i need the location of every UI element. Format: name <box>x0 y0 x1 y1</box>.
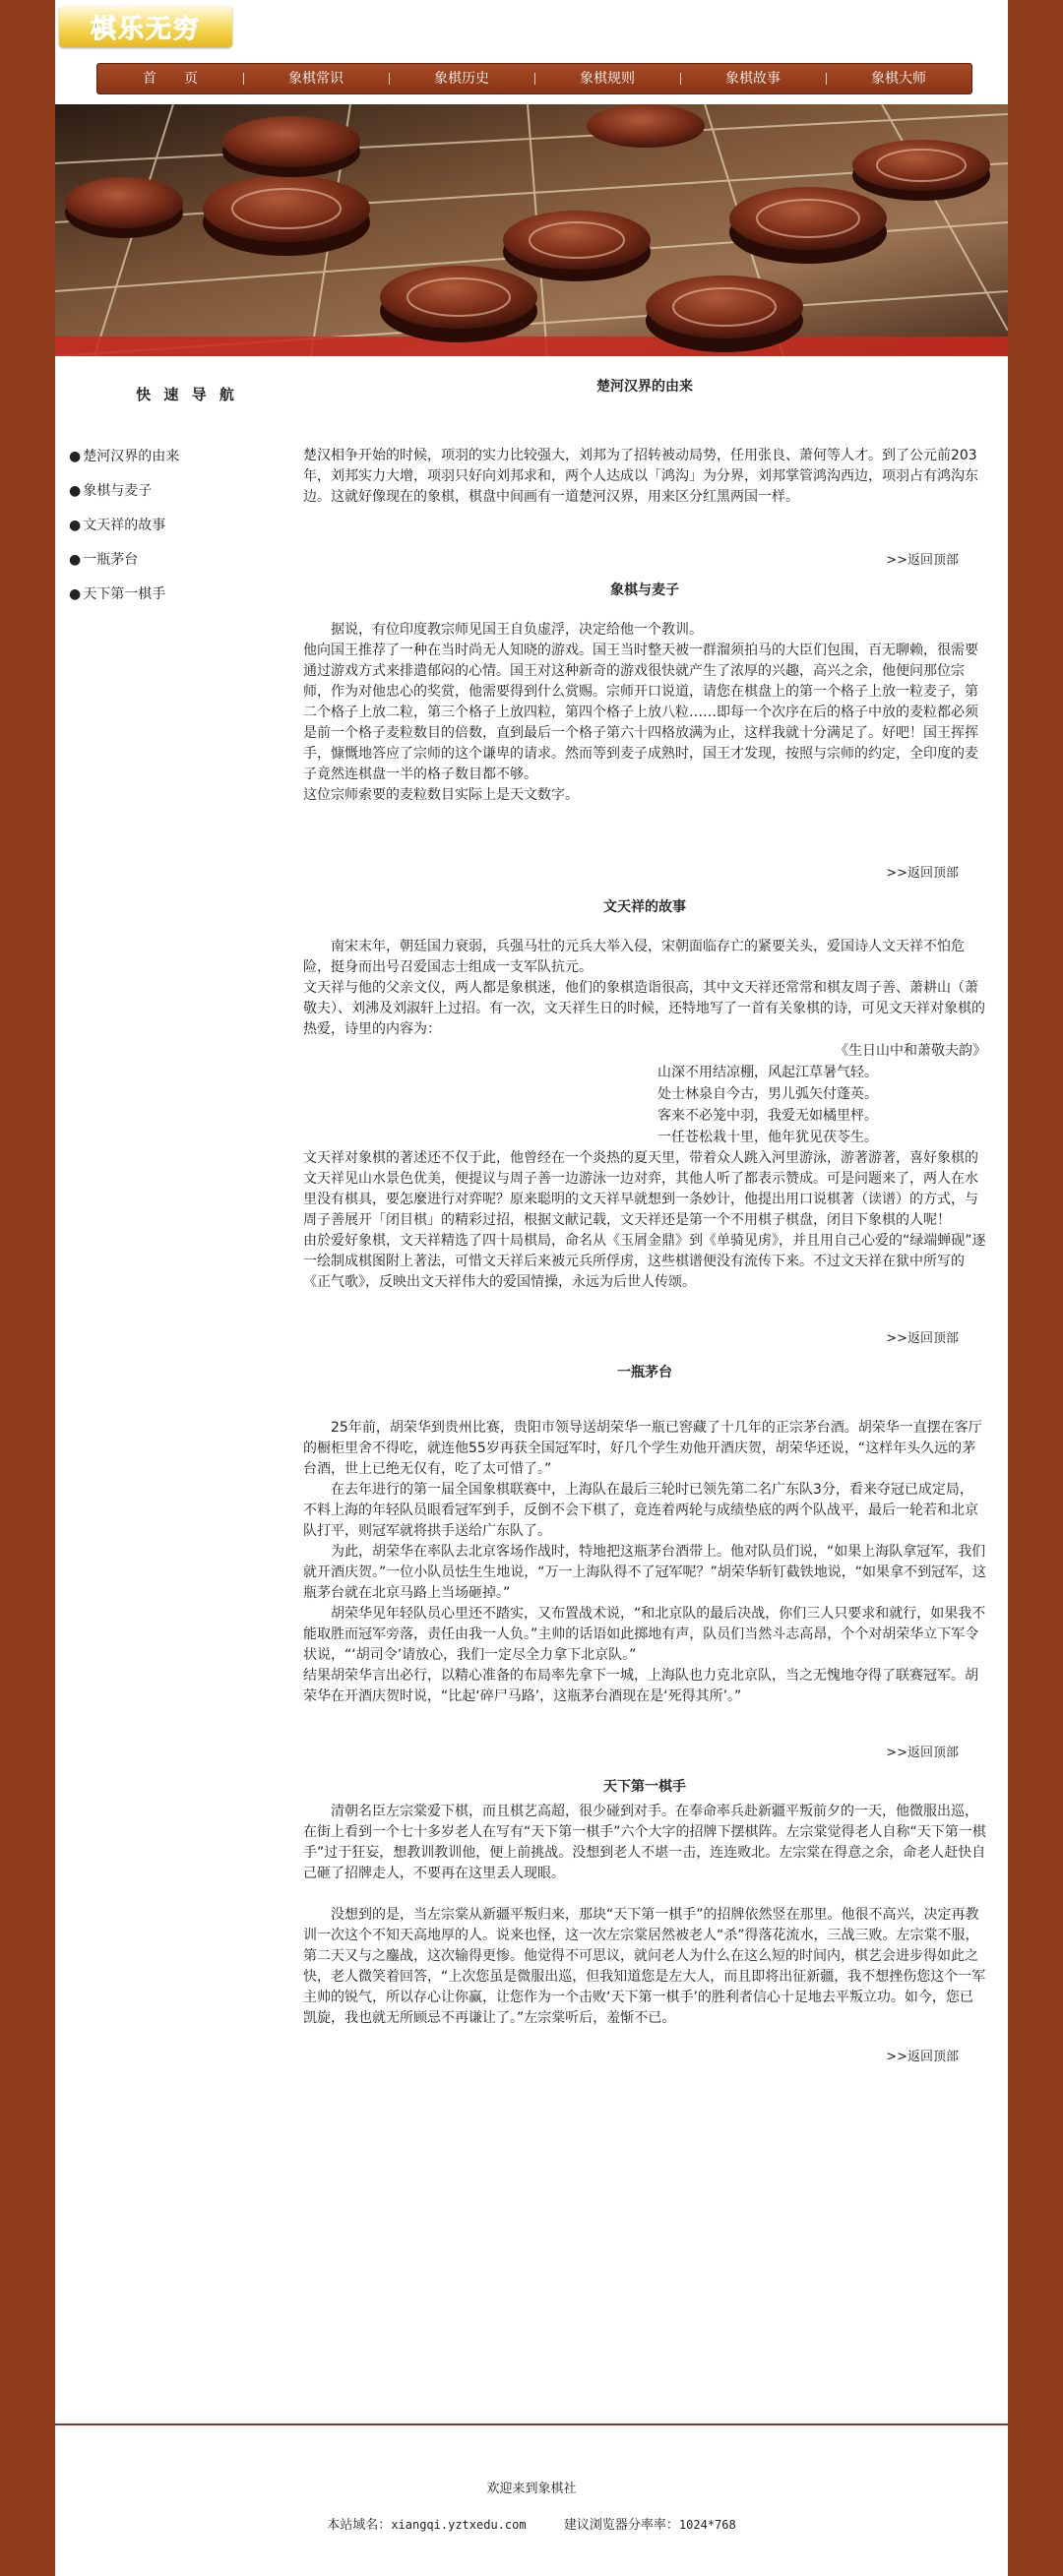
article-paragraph <box>303 1884 986 1905</box>
article-maotai <box>303 1363 986 1763</box>
article-paragraph: 清朝名臣左宗棠爱下棋，而且棋艺高超，很少碰到对手。在奉命率兵赴新疆平叛前夕的一天，他微服出巡，在街上看到一个七十多岁老人在写有“天下第一棋手”六个大字的招牌下摆棋阵。左宗棠觉得老人自称“天下第一棋手”过于狂妄，想教训教训他，便上前挑战。没想到老人不堪一击，连连败北。左宗棠在得意之余，命老人赶快自己砸了招牌走人，不要再在这里丢人现眼。 <box>303 1804 986 1881</box>
chessboard-illustration <box>55 104 1008 356</box>
sidebar-title: 快 速 导 航 <box>136 386 238 403</box>
article-title: 天下第一棋手 <box>603 1779 686 1795</box>
article-paragraph: 文天祥与他的父亲文仪，两人都是象棋迷，他们的象棋造诣很高，其中文天祥还常常和棋友周子善、萧耕山（萧敬夫）、刘沸及刘淑轩上过招。有一次，文天祥生日的时候，还特地写了一首有关象棋的诗，可见文天祥对象棋的热爱，诗里的内容为： <box>303 980 985 1037</box>
sidebar-link-maotai[interactable]: ● 一瓶茅台 <box>69 543 305 578</box>
sidebar-link-wheat[interactable]: ● 象棋与麦子 <box>69 474 305 509</box>
article-first-player <box>303 1777 986 2067</box>
sidebar-link-first-player[interactable]: ● 天下第一棋手 <box>69 578 305 612</box>
poem-title: 《生日山中和萧敬夫韵》 <box>835 1043 986 1059</box>
logo-char: 乐 <box>117 14 146 44</box>
footer-resolution-value: 1024*768 <box>678 2518 736 2532</box>
quick-nav-sidebar <box>69 384 305 612</box>
sidebar-link-wentianxiang[interactable]: ● 文天祥的故事 <box>69 509 305 543</box>
footer-divider <box>55 2423 1008 2425</box>
article-wheat <box>303 581 986 884</box>
footer-site-label: 本站域名： <box>327 2518 392 2533</box>
logo-char: 棋 <box>90 14 118 44</box>
logo-char: 无 <box>146 14 174 44</box>
nav-item-basics[interactable]: 象棋常识 <box>243 64 389 93</box>
nav-item-home[interactable]: 首 页 <box>143 71 198 87</box>
article-paragraph: 没想到的是，当左宗棠从新疆平叛归来，那块“天下第一棋手”的招牌依然竖在那里。他很不高兴，决定再教训一次这个不知天高地厚的人。说来也怪，这一次左宗棠居然被老人“杀”得落花流水，三战三败。左宗棠不服，第二天又与之鏖战，这次输得更惨。他觉得不可思议，就问老人为什么在这么短的时间内，棋艺会进步得如此之快，老人微笑着回答，“上次您虽是微服出巡，但我知道您是左大人，而且即将出征新疆，我不想挫伤您这个一军主帅的锐气，所以存心让你赢，让您作为一个击败‘天下第一棋手’的胜利者信心十足地去平叛立功。如今，您已凯旋，我也就无所顾忌不再谦让了。”左宗棠听后，羞惭不已。 <box>303 1907 986 2026</box>
article-title: 象棋与麦子 <box>610 583 679 598</box>
nav-item-stories[interactable]: 象棋故事 <box>680 64 826 93</box>
article-paragraph: 楚汉相争开始的时候，项羽的实力比较强大，刘邦为了招转被动局势，任用张良、萧何等人才。到了公元前203年，刘邦实力大增，项羽只好向刘邦求和，两个人达成以「鸿沟」为分界，刘邦掌管鸿沟西边，项羽占有鸿沟东边。这就好像现在的象棋，棋盘中间画有一道楚河汉界，用来区分红黑两国一样。 <box>303 448 978 505</box>
article-title: 一瓶茅台 <box>617 1365 672 1380</box>
back-to-top-link[interactable]: >>返回顶部 <box>886 1331 959 1346</box>
nav-item-masters[interactable]: 象棋大师 <box>826 64 971 93</box>
nav-item-rules[interactable]: 象棋规则 <box>534 64 680 93</box>
poem-line: 处士林泉自今古，男儿弧矢付蓬英。 <box>657 1086 878 1102</box>
footer-welcome: 欢迎来到象棋社 <box>486 2482 577 2496</box>
site-logo[interactable] <box>59 6 232 47</box>
article-chuhe <box>303 377 986 571</box>
chess-banner-image <box>55 104 1008 356</box>
poem-line: 一任苍松栽十里，他年犹见茯苓生。 <box>657 1130 878 1145</box>
main-content <box>303 377 986 2067</box>
logo-char: 穷 <box>173 14 202 44</box>
article-paragraph: 他向国王推荐了一种在当时尚无人知晓的游戏。国王当时整天被一群溜须拍马的大臣们包围，百无聊赖，很需要通过游戏方式来排遣郁闷的心情。国王对这种新奇的游戏很快就产生了浓厚的兴趣，高兴之余，他便问那位宗师，作为对他忠心的奖赏，他需要得到什么赏赐。宗师开口说道，请您在棋盘上的第一个格子上放一粒麦子，第二个格子上放二粒，第三个格子上放四粒，第四个格子上放八粒……即每一个次序在后的格子中放的麦粒都必须是前一个格子麦粒数目的倍数，直到最后一个格子第六十四格放满为止，这样我就十分满足了。好吧！国王挥挥手，慷慨地答应了宗师的这个谦卑的请求。然而等到麦子成熟时，国王才发现，按照与宗师的约定，全印度的麦子竟然连棋盘一半的格子数目都不够。 <box>303 643 978 782</box>
main-nav <box>96 63 972 94</box>
footer-resolution-label: 建议浏览器分率率： <box>563 2518 679 2533</box>
article-paragraph: 胡荣华见年轻队员心里还不踏实，又布置战术说，“和北京队的最后决战，你们三人只要求和就行，如果我不能取胜而冠军旁落，责任由我一人负。”主帅的话语如此掷地有声，队员们当然斗志高昂，个个对胡荣华立下军令状说，“‘胡司令’请放心，我们一定尽全力拿下北京队。” <box>303 1606 986 1663</box>
article-paragraph: 25年前，胡荣华到贵州比赛，贵阳市领导送胡荣华一瓶已窖藏了十几年的正宗茅台酒。胡荣华一直摆在客厅的橱柜里舍不得吃，就连他55岁再获全国冠军时，好几个学生劝他开酒庆贺，胡荣华还说，“这样年头久远的茅台酒，世上已绝无仅有，吃了太可惜了。” <box>303 1420 982 1477</box>
poem-line: 客来不必笼中羽，我爱无如橘里枰。 <box>657 1108 878 1124</box>
poem-block <box>303 1040 986 1148</box>
article-paragraph: 结果胡荣华言出必行，以精心准备的布局率先拿下一城，上海队也力克北京队，当之无愧地夺得了联赛冠军。胡荣华在开酒庆贺时说，“比起‘碎尸马路’，这瓶茅台酒现在是‘死得其所’。” <box>303 1668 978 1704</box>
article-title: 文天祥的故事 <box>603 899 686 915</box>
back-to-top-link[interactable]: >>返回顶部 <box>886 1746 959 1760</box>
article-wentianxiang <box>303 897 986 1349</box>
article-paragraph: 在去年进行的第一届全国象棋联赛中，上海队在最后三轮时已领先第二名广东队3分，看来夺冠已成定局，不料上海的年轻队员眼看冠军到手，反倒不会下棋了，竟连着两轮与成绩垫底的两个队战平，最后一轮若和北京队打平，则冠军就将拱手送给广东队了。 <box>303 1482 978 1539</box>
back-to-top-link[interactable]: >>返回顶部 <box>886 2050 959 2064</box>
page <box>55 0 1008 2576</box>
nav-item-history[interactable]: 象棋历史 <box>389 64 534 93</box>
footer-site-domain[interactable]: xiangqi.yztxedu.com <box>391 2518 527 2532</box>
site-footer <box>55 2478 1008 2533</box>
article-paragraph: 据说，有位印度教宗师见国王自负虚浮，决定给他一个教训。 <box>331 622 703 638</box>
back-to-top-link[interactable]: >>返回顶部 <box>886 866 959 881</box>
back-to-top-link[interactable]: >>返回顶部 <box>886 553 959 568</box>
article-paragraph: 为此，胡荣华在率队去北京客场作战时，特地把这瓶茅台酒带上。他对队员们说，“如果上海队拿冠军，我们就开酒庆贺。”一位小队员怯生生地说，“万一上海队得不了冠军呢？”胡荣华斩钉截铁地说，“如果拿不到冠军，这瓶茅台就在北京马路上当场砸掉。” <box>303 1544 987 1601</box>
footer-info <box>55 2514 1008 2533</box>
sidebar-link-chuhe[interactable]: ● 楚河汉界的由来 <box>69 440 305 474</box>
article-paragraph: 这位宗师索要的麦粒数目实际上是天文数字。 <box>303 787 579 803</box>
poem-line: 山深不用结凉棚，风起江草暑气轻。 <box>657 1065 878 1080</box>
article-paragraph: 由於爱好象棋，文天祥精选了四十局棋局，命名从《玉屑金鼎》到《单骑见虏》，并且用自己心爱的“绿端蝉砚”逐一绘制成棋图附上著法，可惜文天祥后来被元兵所俘虏，这些棋谱便没有流传下来。不过文天祥在狱中所写的《正气歌》，反映出文天祥伟大的爱国情操，永远为后世人传颂。 <box>303 1233 986 1290</box>
article-paragraph: 文天祥对象棋的著述还不仅于此，他曾经在一个炎热的夏天里，带着众人跳入河里游泳，游著游著，喜好象棋的文天祥见山水景色优美，便提议与周子善一边游泳一边对弈，其他人听了都表示赞成。可是问题来了，两人在水里没有棋具，要怎麼进行对弈呢？原来聪明的文天祥早就想到一条妙计，他提出用口说棋著（读谱）的方式，与周子善展开「闭目棋」的精彩过招，根据文献记载，文天祥还是第一个不用棋子棋盘，闭目下象棋的人呢！ <box>303 1150 978 1228</box>
article-title: 楚河汉界的由来 <box>596 379 693 395</box>
article-paragraph: 南宋末年，朝廷国力衰弱，兵强马壮的元兵大举入侵，宋朝面临存亡的紧要关头，爱国诗人文天祥不怕危险，挺身而出号召爱国志士组成一支军队抗元。 <box>303 939 965 975</box>
